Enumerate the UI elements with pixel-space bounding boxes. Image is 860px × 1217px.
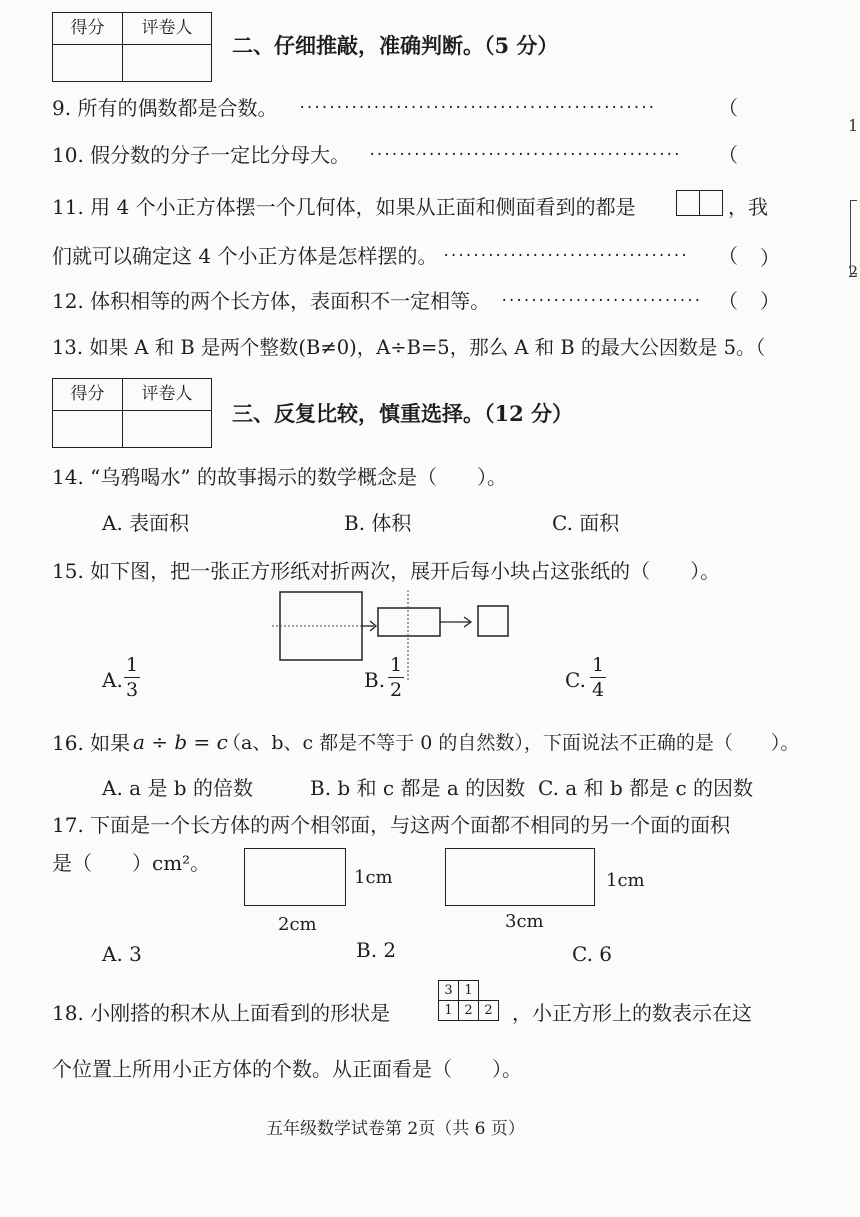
leader-dots: ································· [442, 248, 688, 264]
answer-paren-11-close: ） [760, 246, 780, 270]
question-12: 12. 体积相等的两个长方体，表面积不一定相等。 [52, 289, 491, 313]
score-label: 得分 [53, 379, 123, 411]
question-11-tail: ，我 [728, 195, 768, 219]
option-15-b-fraction: 1 2 [389, 654, 403, 701]
answer-paren-10: （ [718, 143, 738, 167]
question-14: 14. “乌鸦喝水” 的故事揭示的数学概念是（ ）。 [52, 465, 507, 489]
leader-dots: ················································ [298, 100, 655, 116]
option-15-a-fraction: 1 3 [125, 654, 139, 701]
grader-label: 评卷人 [123, 13, 211, 45]
question-17-line1: 17. 下面是一个长方体的两个相邻面，与这两个面都不相同的另一个面的面积 [52, 813, 731, 837]
edge-mark: 2 [848, 262, 859, 281]
score-box-section2 [52, 12, 212, 82]
rect1-width-label: 2cm [278, 914, 317, 935]
grid-cell: 2 [458, 1000, 479, 1021]
face-rectangle-3x1 [445, 848, 595, 906]
score-label: 得分 [53, 13, 123, 45]
answer-paren-12-close: ） [760, 289, 780, 313]
option-17-c: C. 6 [572, 942, 613, 966]
question-16-head: 16. 如果 [52, 731, 131, 755]
grid-cell: 2 [478, 1000, 499, 1021]
question-17-line2: 是（ ）cm²。 [52, 851, 211, 875]
question-13: 13. 如果 A 和 B 是两个整数(B≠0)，A÷B=5，那么 A 和 B 的最大公因数是 5。（ [52, 336, 766, 359]
question-16-formula: a ÷ b = c [133, 730, 228, 754]
grader-cell [123, 411, 211, 447]
grader-cell [123, 45, 211, 81]
option-15-c-fraction: 1 4 [591, 654, 605, 701]
grader-label: 评卷人 [123, 379, 211, 411]
edge-mark: 1 [848, 116, 859, 135]
option-16-c: C. a 和 b 都是 c 的因数 [538, 776, 754, 800]
rect1-height-label: 1cm [354, 867, 393, 888]
page-footer: 五年级数学试卷第 2页（共 6 页） [266, 1119, 525, 1139]
option-15-b-label: B. [364, 668, 386, 692]
option-14-b: B. 体积 [344, 511, 412, 535]
option-14-c: C. 面积 [552, 511, 620, 535]
question-18-line2: 个位置上所用小正方体的个数。从正面看是（ ）。 [52, 1057, 522, 1081]
two-square-figure [676, 190, 723, 216]
section3-title: 三、反复比较，慎重选择。（12 分） [232, 401, 574, 426]
question-18-tail: ，小正方形上的数表示在这 [512, 1001, 752, 1025]
score-cell [53, 411, 123, 447]
grid-cell: 1 [438, 1000, 459, 1021]
question-11-line2: 们就可以确定这 4 个小正方体是怎样摆的。 [52, 244, 438, 268]
question-15: 15. 如下图，把一张正方形纸对折两次，展开后每小块占这张纸的（ ）。 [52, 559, 721, 583]
rect2-width-label: 3cm [505, 911, 544, 932]
answer-paren-12-open: （ [718, 289, 738, 313]
question-11-line1: 11. 用 4 个小正方体摆一个几何体，如果从正面和侧面看到的都是 [52, 195, 636, 219]
question-9: 9. 所有的偶数都是合数。 [52, 96, 278, 120]
score-cell [53, 45, 123, 81]
grid-cell: 3 [438, 980, 459, 1001]
option-17-a: A. 3 [102, 942, 142, 966]
option-17-b: B. 2 [356, 938, 397, 962]
option-15-a-label: A. [102, 668, 123, 692]
question-10: 10. 假分数的分子一定比分母大。 [52, 143, 351, 167]
question-16-tail: （a、b、c 都是不等于 0 的自然数），下面说法不正确的是（ ）。 [222, 732, 800, 754]
answer-paren-11-open: （ [718, 244, 738, 268]
top-view-grid [436, 980, 514, 1026]
option-14-a: A. 表面积 [102, 511, 190, 535]
leader-dots: ·········································· [368, 147, 681, 163]
face-rectangle-2x1 [244, 848, 346, 906]
option-16-b: B. b 和 c 都是 a 的因数 [310, 776, 526, 800]
leader-dots: ··························· [500, 293, 701, 309]
grid-cell: 1 [458, 980, 479, 1001]
edge-bracket [850, 200, 857, 274]
option-16-a: A. a 是 b 的倍数 [102, 776, 253, 800]
rect2-height-label: 1cm [606, 870, 645, 891]
section2-title: 二、仔细推敲，准确判断。（5 分） [232, 33, 559, 58]
question-18-head: 18. 小刚搭的积木从上面看到的形状是 [52, 1001, 391, 1025]
option-15-c-label: C. [565, 668, 586, 692]
score-box-section3 [52, 378, 212, 448]
answer-paren-9: （ [718, 96, 738, 120]
